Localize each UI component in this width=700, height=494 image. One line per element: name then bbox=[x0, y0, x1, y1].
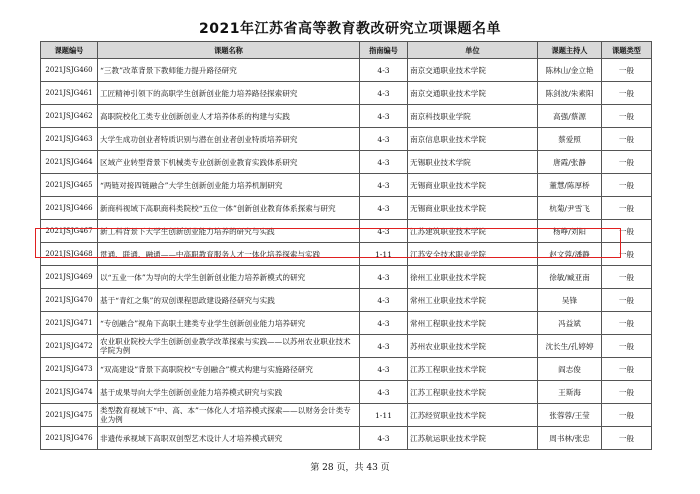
table-row bbox=[41, 266, 652, 289]
cell-guide-code: 4-3 bbox=[360, 335, 408, 358]
cell-type: 一般 bbox=[602, 381, 652, 404]
cell-institution: 南京科技职业学院 bbox=[408, 105, 538, 128]
cell-project-id: 2021JSJG469 bbox=[41, 266, 98, 289]
project-table bbox=[40, 41, 652, 450]
cell-institution: 江苏工程职业技术学院 bbox=[408, 358, 538, 381]
table-row bbox=[41, 243, 652, 266]
cell-guide-code: 4-3 bbox=[360, 174, 408, 197]
cell-project-id: 2021JSJG461 bbox=[41, 82, 98, 105]
cell-project-id: 2021JSJG476 bbox=[41, 427, 98, 450]
header-institution: 单位 bbox=[408, 42, 538, 59]
table-row bbox=[41, 174, 652, 197]
cell-type: 一般 bbox=[602, 59, 652, 82]
cell-project-name: 高职院校化工类专业创新创业人才培养体系的构建与实践 bbox=[98, 105, 360, 128]
cell-host: 阎志俊 bbox=[538, 358, 602, 381]
table-row bbox=[41, 335, 652, 358]
cell-type: 一般 bbox=[602, 312, 652, 335]
cell-host: 王斯海 bbox=[538, 381, 602, 404]
cell-guide-code: 4-3 bbox=[360, 151, 408, 174]
cell-project-id: 2021JSJG467 bbox=[41, 220, 98, 243]
cell-project-name: “两链对接四链融合”大学生创新创业能力培养机制研究 bbox=[98, 174, 360, 197]
cell-type: 一般 bbox=[602, 289, 652, 312]
cell-type: 一般 bbox=[602, 174, 652, 197]
cell-guide-code: 4-3 bbox=[360, 381, 408, 404]
page-number: 第 28 页，共 43 页 bbox=[310, 463, 390, 473]
cell-guide-code: 4-3 bbox=[360, 105, 408, 128]
cell-type: 一般 bbox=[602, 105, 652, 128]
cell-host: 杭菊/尹雪飞 bbox=[538, 197, 602, 220]
cell-guide-code: 4-3 bbox=[360, 197, 408, 220]
cell-project-id: 2021JSJG472 bbox=[41, 335, 98, 358]
cell-project-id: 2021JSJG470 bbox=[41, 289, 98, 312]
cell-project-id: 2021JSJG471 bbox=[41, 312, 98, 335]
cell-project-id: 2021JSJG464 bbox=[41, 151, 98, 174]
cell-project-name: 大学生成功创业者特质识别与潜在创业者创业特质培养研究 bbox=[98, 128, 360, 151]
cell-guide-code: 4-3 bbox=[360, 289, 408, 312]
cell-type: 一般 bbox=[602, 358, 652, 381]
table-body bbox=[41, 59, 652, 450]
table-row bbox=[41, 289, 652, 312]
cell-project-id: 2021JSJG463 bbox=[41, 128, 98, 151]
cell-host: 张蓉蓉/王莹 bbox=[538, 404, 602, 427]
cell-project-name: 新商科视域下高职商科类院校“五位一体”创新创业教育体系探索与研究 bbox=[98, 197, 360, 220]
page-title: 2021年江苏省高等教育教改研究立项课题名单 bbox=[199, 21, 501, 37]
cell-project-name: “双高建设”背景下高职院校“专创融合”模式构建与实施路径研究 bbox=[98, 358, 360, 381]
table-row bbox=[41, 404, 652, 427]
cell-institution: 常州工业职业技术学院 bbox=[408, 289, 538, 312]
cell-institution: 徐州工业职业技术学院 bbox=[408, 266, 538, 289]
cell-project-name: 贯通、联通、融通——中高职教育服务人才一体化培养探索与实践 bbox=[98, 243, 360, 266]
cell-institution: 江苏安全技术职业学院 bbox=[408, 243, 538, 266]
cell-institution: 苏州农业职业技术学院 bbox=[408, 335, 538, 358]
table-row bbox=[41, 358, 652, 381]
cell-host: 陈林山/金立艳 bbox=[538, 59, 602, 82]
table-row bbox=[41, 312, 652, 335]
cell-project-id: 2021JSJG474 bbox=[41, 381, 98, 404]
table-row bbox=[41, 151, 652, 174]
cell-host: 沈长生/孔婷婷 bbox=[538, 335, 602, 358]
cell-institution: 江苏航运职业技术学院 bbox=[408, 427, 538, 450]
cell-project-id: 2021JSJG475 bbox=[41, 404, 98, 427]
cell-type: 一般 bbox=[602, 197, 652, 220]
cell-type: 一般 bbox=[602, 220, 652, 243]
table-row bbox=[41, 82, 652, 105]
cell-host: 徐敏/臧亚南 bbox=[538, 266, 602, 289]
cell-host: 董慧/陈厚桥 bbox=[538, 174, 602, 197]
cell-type: 一般 bbox=[602, 335, 652, 358]
table-row bbox=[41, 427, 652, 450]
cell-institution: 江苏建筑职业技术学院 bbox=[408, 220, 538, 243]
table-row bbox=[41, 381, 652, 404]
table-row bbox=[41, 220, 652, 243]
table-header-row bbox=[41, 42, 652, 59]
cell-project-name: “专创融合”视角下高职土建类专业学生创新创业能力培养研究 bbox=[98, 312, 360, 335]
cell-host: 赵文蓉/潘静 bbox=[538, 243, 602, 266]
cell-type: 一般 bbox=[602, 427, 652, 450]
header-type: 课题类型 bbox=[602, 42, 652, 59]
cell-institution: 无锡商业职业技术学院 bbox=[408, 174, 538, 197]
cell-host: 杨峥/刘阳 bbox=[538, 220, 602, 243]
cell-guide-code: 4-3 bbox=[360, 82, 408, 105]
cell-type: 一般 bbox=[602, 404, 652, 427]
cell-host: 陈剑波/朱素阳 bbox=[538, 82, 602, 105]
cell-institution: 南京交通职业技术学院 bbox=[408, 59, 538, 82]
cell-project-id: 2021JSJG473 bbox=[41, 358, 98, 381]
cell-guide-code: 4-3 bbox=[360, 220, 408, 243]
cell-institution: 江苏经贸职业技术学院 bbox=[408, 404, 538, 427]
cell-institution: 南京信息职业技术学院 bbox=[408, 128, 538, 151]
cell-guide-code: 1-11 bbox=[360, 404, 408, 427]
cell-project-id: 2021JSJG468 bbox=[41, 243, 98, 266]
header-host: 课题主持人 bbox=[538, 42, 602, 59]
cell-project-name: 非遗传承视域下高职双创型艺术设计人才培养模式研究 bbox=[98, 427, 360, 450]
cell-project-name: 基于成果导向大学生创新创业能力培养模式研究与实践 bbox=[98, 381, 360, 404]
cell-type: 一般 bbox=[602, 151, 652, 174]
cell-project-name: 工匠精神引领下的高职学生创新创业能力培养路径探索研究 bbox=[98, 82, 360, 105]
table-row bbox=[41, 59, 652, 82]
cell-guide-code: 4-3 bbox=[360, 358, 408, 381]
cell-project-name: 新工科背景下大学生创新创业能力培养的研究与实践 bbox=[98, 220, 360, 243]
cell-project-id: 2021JSJG465 bbox=[41, 174, 98, 197]
cell-project-name: 区域产业转型背景下机械类专业创新创业教育实践体系研究 bbox=[98, 151, 360, 174]
cell-guide-code: 4-3 bbox=[360, 266, 408, 289]
cell-guide-code: 1-11 bbox=[360, 243, 408, 266]
cell-project-name: “三教”改革背景下教师能力提升路径研究 bbox=[98, 59, 360, 82]
table-row bbox=[41, 197, 652, 220]
header-guide-code: 指南编号 bbox=[360, 42, 408, 59]
cell-project-name: 基于“青红之集”的双创课程思政建设路径研究与实践 bbox=[98, 289, 360, 312]
header-project-id: 课题编号 bbox=[41, 42, 98, 59]
cell-guide-code: 4-3 bbox=[360, 128, 408, 151]
cell-host: 周书林/张忠 bbox=[538, 427, 602, 450]
cell-type: 一般 bbox=[602, 82, 652, 105]
cell-type: 一般 bbox=[602, 128, 652, 151]
cell-host: 冯益斌 bbox=[538, 312, 602, 335]
cell-institution: 无锡商业职业技术学院 bbox=[408, 197, 538, 220]
cell-project-id: 2021JSJG466 bbox=[41, 197, 98, 220]
cell-guide-code: 4-3 bbox=[360, 427, 408, 450]
cell-type: 一般 bbox=[602, 243, 652, 266]
cell-guide-code: 4-3 bbox=[360, 59, 408, 82]
cell-host: 蔡爱照 bbox=[538, 128, 602, 151]
cell-host: 高强/蔡源 bbox=[538, 105, 602, 128]
cell-institution: 南京交通职业技术学院 bbox=[408, 82, 538, 105]
cell-institution: 常州工程职业技术学院 bbox=[408, 312, 538, 335]
header-project-name: 课题名称 bbox=[98, 42, 360, 59]
table-row bbox=[41, 128, 652, 151]
cell-project-id: 2021JSJG462 bbox=[41, 105, 98, 128]
table-row bbox=[41, 105, 652, 128]
cell-guide-code: 4-3 bbox=[360, 312, 408, 335]
cell-project-id: 2021JSJG460 bbox=[41, 59, 98, 82]
cell-type: 一般 bbox=[602, 266, 652, 289]
cell-institution: 江苏工程职业技术学院 bbox=[408, 381, 538, 404]
cell-project-name: 以“五业一体”为导向的大学生创新创业能力培养新模式的研究 bbox=[98, 266, 360, 289]
cell-project-name: 农业职业院校大学生创新创业教学改革探索与实践——以苏州农业职业技术学院为例 bbox=[98, 335, 360, 358]
cell-institution: 无锡职业技术学院 bbox=[408, 151, 538, 174]
cell-project-name: 类型教育视域下“中、高、本”一体化人才培养模式探索——以财务会计类专业为例 bbox=[98, 404, 360, 427]
cell-host: 吴锋 bbox=[538, 289, 602, 312]
cell-host: 唐霞/张静 bbox=[538, 151, 602, 174]
